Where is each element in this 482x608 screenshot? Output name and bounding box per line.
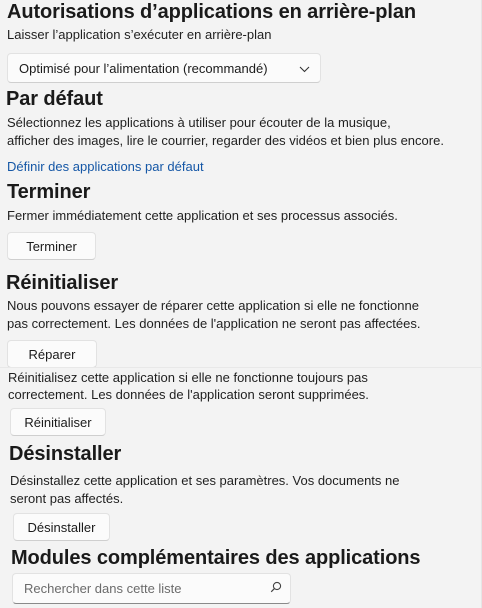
background-permissions-heading: Autorisations d’applications en arrière-plan [7, 1, 417, 23]
addons-search-input[interactable] [24, 581, 254, 596]
repair-button[interactable]: Réparer [7, 340, 97, 368]
uninstall-description-line2: seront pas affectés. [10, 491, 124, 506]
terminate-description: Fermer immédiatement cette application et ses processus associés. [7, 208, 398, 223]
chevron-down-icon [299, 61, 310, 76]
repair-description-line2: pas correctement. Les données de l'application ne seront pas affectées. [7, 316, 421, 331]
uninstall-button[interactable]: Désinstaller [13, 513, 110, 541]
defaults-heading: Par défaut [6, 88, 103, 110]
reset-button[interactable]: Réinitialiser [10, 408, 106, 436]
repair-description-line1: Nous pouvons essayer de réparer cette application si elle ne fonctionne [7, 298, 419, 313]
addons-search-box[interactable] [12, 573, 291, 604]
reset-description-line1: Réinitialisez cette application si elle ne fonctionne toujours pas [8, 370, 368, 385]
uninstall-description-line1: Désinstallez cette application et ses paramètres. Vos documents ne [10, 473, 400, 488]
background-permissions-description: Laisser l’application s’exécuter en arrière-plan [7, 27, 272, 42]
dropdown-selected-value: Optimisé pour l’alimentation (recommandé) [19, 60, 268, 76]
terminate-heading: Terminer [7, 181, 91, 203]
reset-description-line2: correctement. Les données de l'application seront supprimées. [8, 387, 369, 402]
defaults-description-line1: Sélectionnez les applications à utiliser pour écouter de la musique, [7, 115, 391, 130]
section-divider [0, 367, 482, 368]
uninstall-heading: Désinstaller [9, 443, 122, 465]
set-default-apps-link[interactable]: Définir des applications par défaut [7, 159, 204, 174]
defaults-description-line2: afficher des images, lire le courrier, regarder des vidéos et bien plus encore. [7, 133, 444, 148]
addons-heading: Modules complémentaires des applications [11, 547, 421, 569]
search-icon[interactable] [270, 580, 282, 598]
reset-heading: Réinitialiser [6, 272, 119, 294]
background-permissions-dropdown[interactable] [7, 53, 321, 83]
terminate-button[interactable]: Terminer [7, 232, 96, 260]
